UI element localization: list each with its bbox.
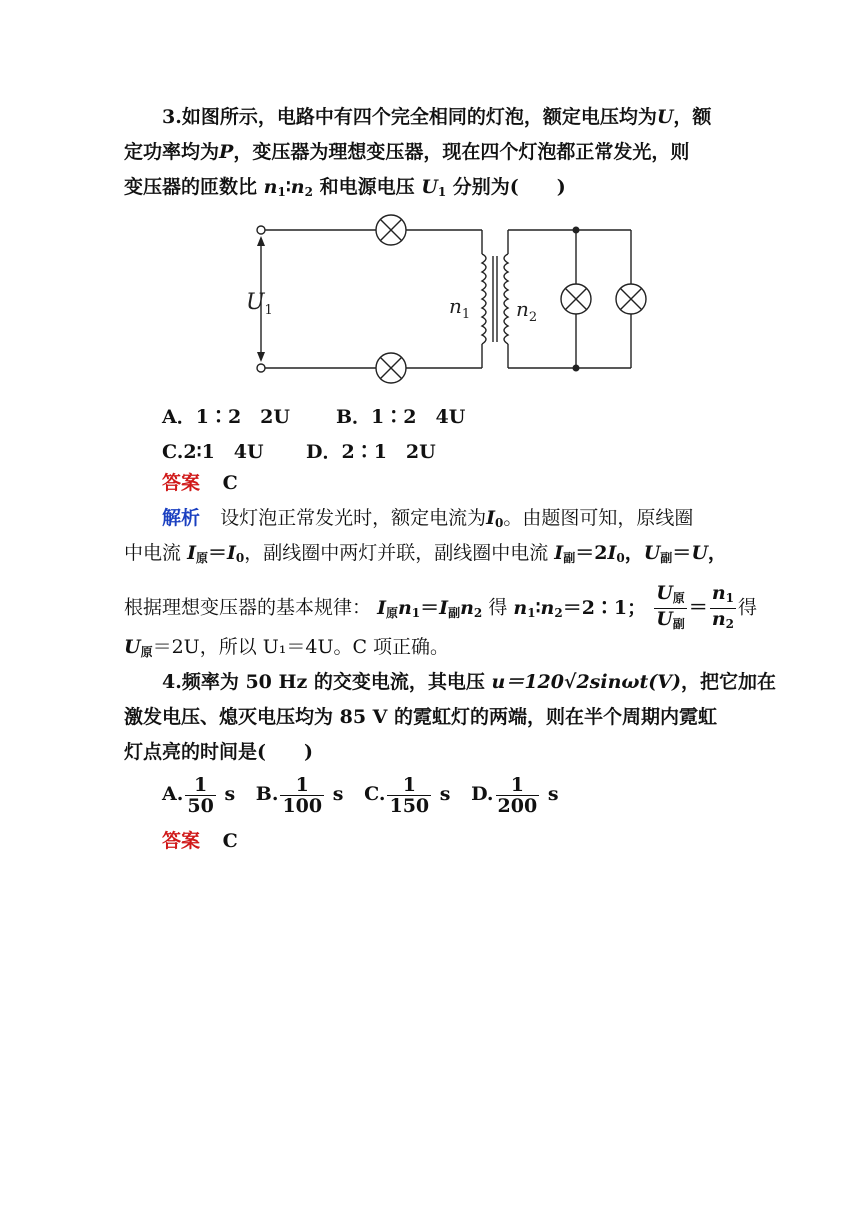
q3-option-b: B．1∶2 4U	[336, 406, 466, 428]
q4-line3: 灯点亮的时间是( )	[124, 741, 313, 763]
q3-line2: 定功率均为P，变压器为理想变压器，现在四个灯泡都正常发光，则	[124, 141, 690, 163]
lamp-top	[376, 215, 406, 245]
ratio-fraction-n: $\frac{n_1}{n_2}$	[711, 582, 734, 631]
lamp-secondary-2	[616, 284, 646, 314]
junction-bottom	[573, 365, 580, 372]
q4-answer: 答案 C	[162, 830, 238, 852]
q3-line1: 3.如图所示，电路中有四个完全相同的灯泡，额定电压均为U，额	[162, 106, 712, 128]
ratio-fraction-u: $\frac{U_原}{U_副}$	[656, 582, 685, 631]
q4-line1: 4.频率为 50 Hz 的交变电流，其电压 u＝120√2sinωt(V)，把它加在	[162, 671, 777, 693]
n2-label: $n_2$	[516, 297, 538, 325]
terminal-bottom	[257, 364, 265, 372]
q3-answer: 答案 C	[162, 472, 238, 494]
q3-option-a: A．1∶2 2U	[162, 406, 290, 428]
q4-option-d: D. $\frac{1}{200}$ s	[471, 773, 559, 817]
q3-analysis-line2: 中电流 $I_原=I_0$，副线圈中两灯并联，副线圈中电流 $I_副=2I_0$，$U_副=U$，	[124, 542, 727, 565]
q4-option-c: C. $\frac{1}{150}$ s	[364, 773, 451, 817]
answer-label: 答案	[162, 830, 201, 852]
q3-option-d: D．2∶1 2U	[306, 441, 436, 463]
q3-option-c: C.2∶1 4U	[162, 441, 264, 463]
lamp-bottom	[376, 353, 406, 383]
q4-options	[162, 772, 559, 816]
primary-coil	[482, 254, 486, 344]
circuit-diagram	[236, 206, 656, 392]
q4-option-a: A. $\frac{1}{50}$ s	[162, 773, 236, 817]
q3-analysis-line3: 根据理想变压器的基本规律： $I_原n_1=I_副n_2$ 得 $n_1∶n_2=2∶1$； $\frac{U_原}{U_副}$ ＝ $\frac{n_1}{n_2}$ 得	[124, 583, 757, 634]
junction-top	[573, 227, 580, 234]
answer-label: 答案	[162, 472, 201, 494]
lamp-secondary-1	[561, 284, 591, 314]
secondary-coil	[504, 254, 508, 344]
q4-option-b: B. $\frac{1}{100}$ s	[255, 773, 344, 817]
n1-label: $n_1$	[449, 294, 471, 322]
q3-line3: 变压器的匝数比 $n_1∶n_2$ 和电源电压 $U_1$ 分别为( )	[124, 176, 566, 199]
q4-line2: 激发电压、熄灭电压均为 85 V 的霓虹灯的两端，则在半个周期内霓虹	[124, 706, 718, 728]
u1-label: $U_1$	[246, 290, 273, 318]
terminal-top	[257, 226, 265, 234]
q3-analysis-line4: $U_原=2U$，所以 U₁＝4U。C 项正确。	[124, 636, 450, 659]
analysis-label: 解析	[162, 507, 201, 529]
q3-analysis-line1: 解析 设灯泡正常发光时，额定电流为$I_0$。由题图可知，原线圈	[162, 507, 694, 530]
